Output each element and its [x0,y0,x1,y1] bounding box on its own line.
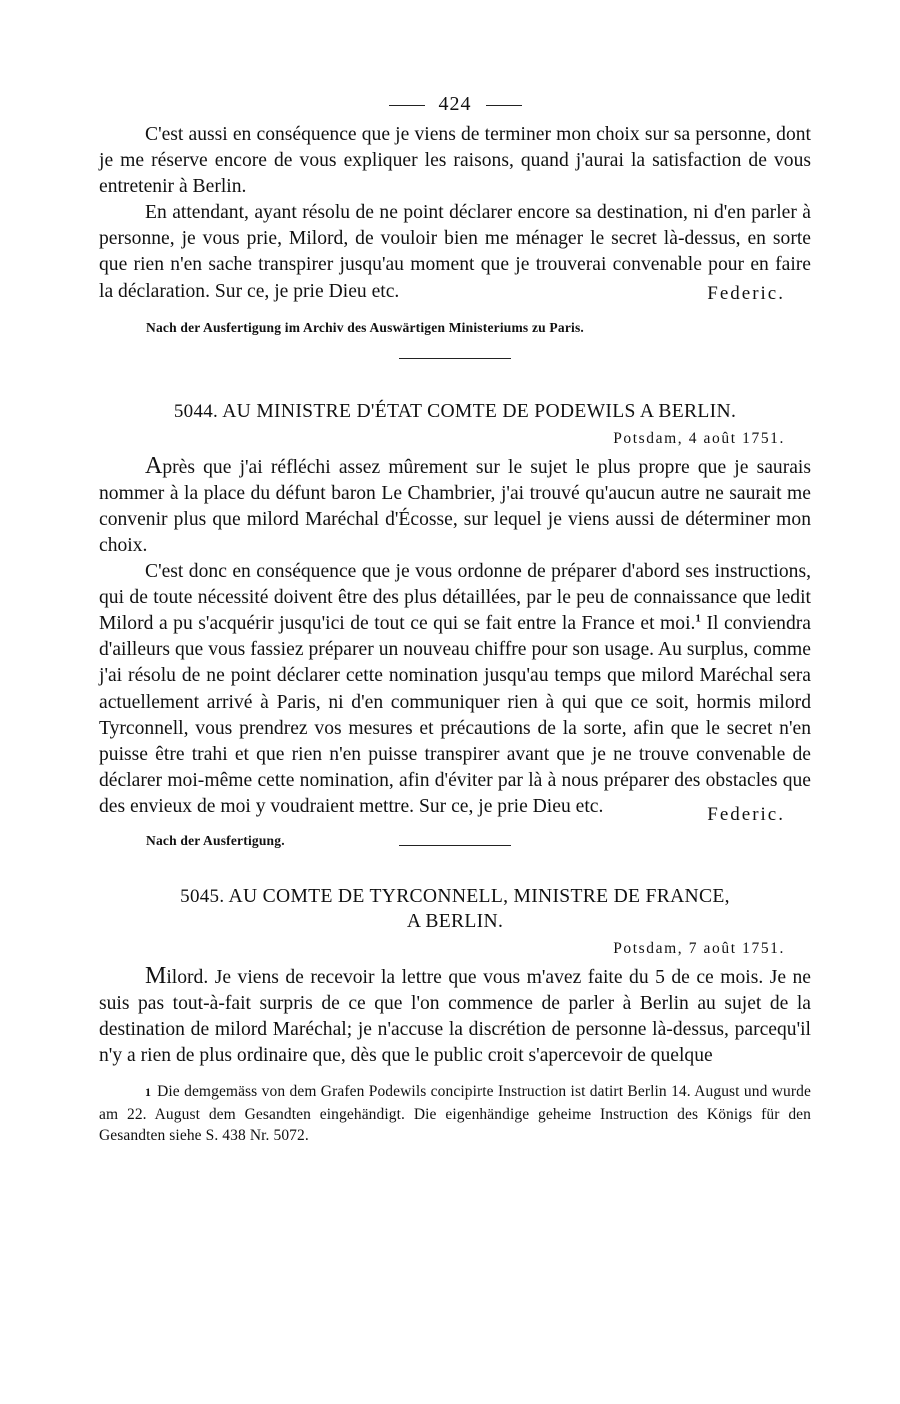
closing-formula: Sur ce, je prie Dieu etc. [214,280,400,302]
letter-5045 [99,884,811,1069]
letter-number: 5045. [180,885,225,907]
letter-heading [99,399,811,424]
paragraph: C'est aussi en conséquence que je viens de terminer mon choix sur sa personne, dont je me réserve encore de vous expliquer les raisons, quand j'aurai la satisfaction de vous entretenir à Berlin. [99,124,811,198]
letter-number: 5044. [173,400,219,422]
letter-heading [99,884,811,934]
paragraph-text: près que j'ai réfléchi assez mûrement sur le sujet le plus propre que je saurais nommer à la place du défunt baron Le Chambrier, j'ai trouvé qu'aucun autre ne saurait me convenir plus que milord Maréchal d'Écosse, sur lequel je viens aussi de déterminer mon choix. [99,456,811,556]
page-number: 424 [438,93,472,115]
letter-5044 [99,399,811,850]
dateline: Potsdam, 4 août 1751. [613,429,785,447]
letter-title-continued: A BERLIN. [406,910,504,932]
section-separator [399,845,511,846]
signature: Federic. [707,282,785,304]
drop-cap: M [145,962,167,989]
footnote-mark: 1 [145,1085,152,1100]
paragraph [99,963,811,1069]
footnote-text: Die demgemäss von dem Grafen Podewils concipirte Instruction ist datirt Berlin 14. August und wurde am 22. August dem Gesandten eingehändigt. Die eigenhändige geheime Instruction des Königs für den Gesandten siehe S. 438 Nr. 5072. [99,1083,811,1145]
letter-title: AU MINISTRE D'ÉTAT COMTE DE PODEWILS A BERLIN. [222,400,737,422]
left-dash [389,105,425,106]
closing-formula: Sur ce, je prie Dieu etc. [418,795,604,817]
paragraph-text: ilord. Je viens de recevoir la lettre que vous m'avez faite du 5 de ce mois. Je ne suis pas tout-à-fait surpris de ce que l'on commence de parler à Berlin au sujet de la destination de milord Maréchal; je n'accuse la discrétion de personne là-dessus, parcequ'il n'y a rien de plus ordinaire que, dès que le public croit s'apercevoir de quelque [99,966,811,1067]
previous-letter [99,122,811,337]
footnote-reference[interactable]: 1 [695,612,701,625]
section-separator [399,358,511,359]
letter-title: AU COMTE DE TYRCONNELL, MINISTRE DE FRANCE, [228,885,730,907]
footnotes [99,1081,811,1147]
dateline: Potsdam, 7 août 1751. [613,939,785,957]
book-page [99,86,811,1147]
page-number-header [99,86,811,122]
right-dash [486,105,522,106]
source-note: Nach der Ausfertigung. [146,832,285,848]
paragraph [99,200,811,304]
paragraph-text: En attendant, ayant résolu de ne point déclarer encore sa destination, ni d'en parler à personne, je vous prie, Milord, de vouloir bien me ménager le secret là-dessus, en sorte que rien n'en sache transpirer jusqu'au moment que je trouverai convenable pour en faire la déclaration. [99,202,811,302]
drop-cap: A [145,452,163,479]
paragraph [99,559,811,820]
paragraph [99,453,811,559]
paragraph-text: Il conviendra d'ailleurs que vous fassiez préparer un nouveau chiffre pour son usage. Au surplus, comme j'ai résolu de ne point déclarer cette nomination jusqu'au temps que milord Maréchal sera actuellement arrivé à Paris, ni d'en communiquer rien à qui que ce soit, hormis milord Tyrconnell, vous prendrez vos mesures et précautions de la sorte, afin que le secret n'en puisse être trahi et que rien n'en puisse transpirer avant que je ne trouve convenable de déclarer moi-même cette nomination, afin d'éviter par là à nous préparer des obstacles que des envieux de moi y voudraient mettre. [99,613,811,817]
footnote [99,1081,811,1147]
signature: Federic. [707,803,785,825]
paragraph-text: C'est donc en conséquence que je vous ordonne de préparer d'abord ses instructions, qui de toute nécessité doivent être des plus détaillées, par le peu de connaissance que ledit Milord a pu s'acquérir jusqu'ici de tout ce qui se fait entre la France et moi. [99,561,811,635]
source-note: Nach der Ausfertigung im Archiv des Auswärtigen Ministeriums zu Paris. [146,319,584,335]
